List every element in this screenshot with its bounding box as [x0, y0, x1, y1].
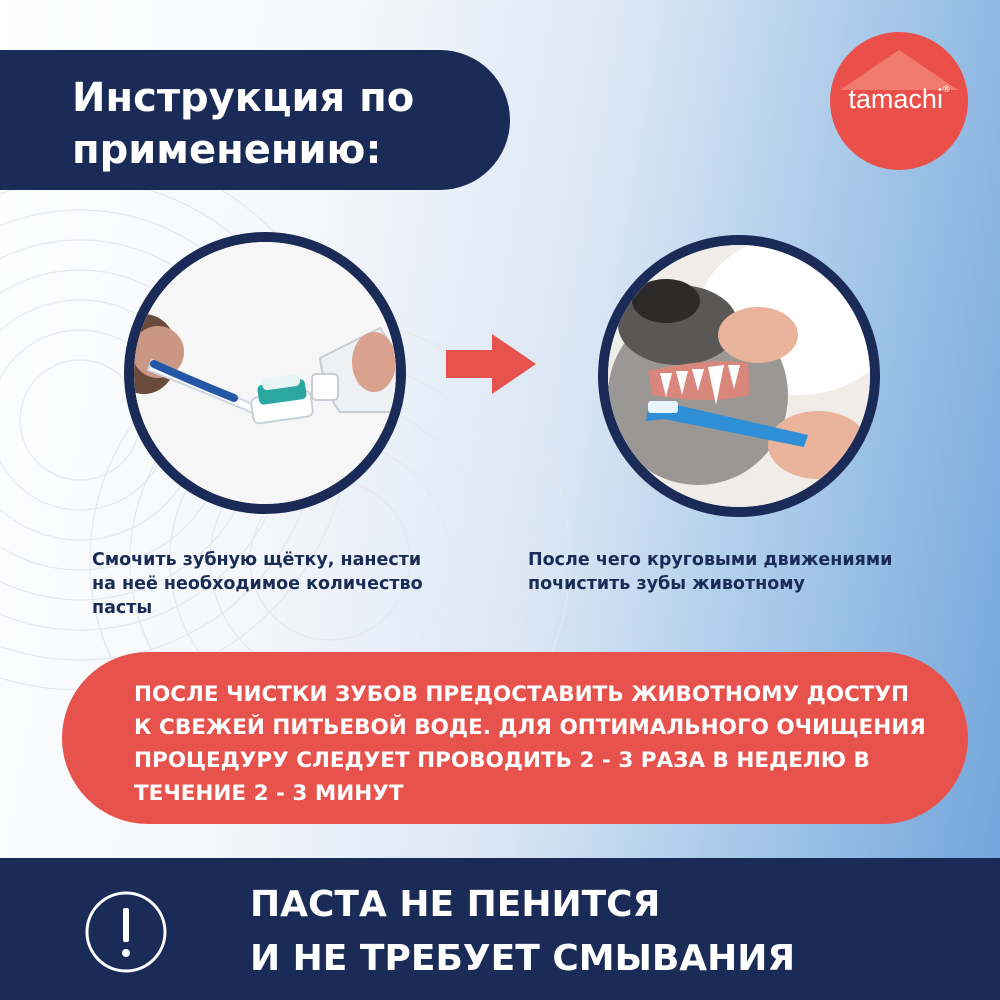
- registered-mark: ®: [942, 84, 950, 94]
- toothbrush-illustration: [134, 242, 396, 504]
- step-1-caption-line-2: на неё необходимое количество: [92, 574, 423, 594]
- footer-line-2: И НЕ ТРЕБУЕТ СМЫВАНИЯ: [250, 938, 796, 979]
- exclamation-icon: [84, 890, 168, 974]
- step-1-caption-line-1: Смочить зубную щётку, нанести: [92, 550, 422, 570]
- dog-teeth-brushing-photo: [598, 235, 880, 517]
- footer-message: [250, 878, 795, 986]
- toothbrush-with-paste-photo: [124, 232, 406, 514]
- dog-illustration: [608, 245, 870, 507]
- logo-wordmark: tamachi: [848, 84, 943, 114]
- step-1-caption-line-3: пасты: [92, 598, 153, 618]
- notice-line-4: ТЕЧЕНИЕ 2 - 3 МИНУТ: [134, 781, 404, 806]
- step-2-caption-line-2: почистить зубы животному: [528, 574, 805, 594]
- tamachi-logo: [830, 32, 968, 170]
- notice-line-1: ПОСЛЕ ЧИСТКИ ЗУБОВ ПРЕДОСТАВИТЬ ЖИВОТНОМУ ДОСТУП: [134, 682, 910, 707]
- step-2-caption: [528, 548, 948, 596]
- step-1-caption: [92, 548, 462, 620]
- right-arrow-icon: [442, 332, 538, 396]
- notice-banner: [62, 652, 968, 824]
- page-title-line-1: Инструкция по: [72, 75, 415, 121]
- notice-line-3: ПРОЦЕДУРУ СЛЕДУЕТ ПРОВОДИТЬ 2 - 3 РАЗА В НЕДЕЛЮ В: [134, 748, 870, 773]
- notice-line-2: К СВЕЖЕЙ ПИТЬЕВОЙ ВОДЕ. ДЛЯ ОПТИМАЛЬНОГО ОЧИЩЕНИЯ: [134, 715, 926, 740]
- page-title-line-2: применению:: [72, 127, 382, 173]
- step-2-caption-line-1: После чего круговыми движениями: [528, 550, 893, 570]
- page-title: [72, 72, 492, 176]
- notice-text: [134, 678, 944, 810]
- logo-text: [830, 84, 968, 115]
- footer-line-1: ПАСТА НЕ ПЕНИТСЯ: [250, 884, 661, 925]
- footer-banner: [0, 858, 1000, 1000]
